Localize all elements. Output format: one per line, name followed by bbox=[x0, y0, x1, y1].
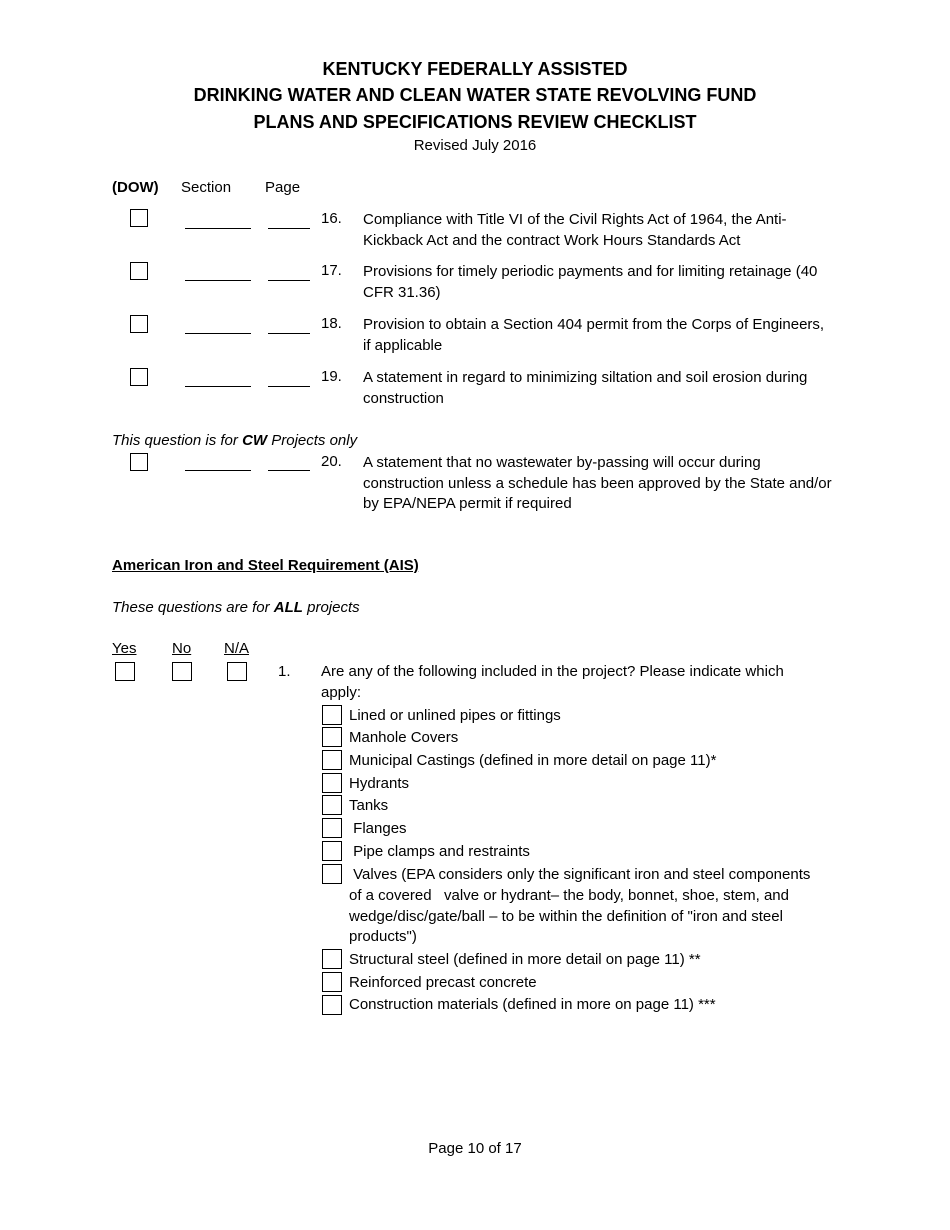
item-18-text-line-1: Provision to obtain a Section 404 permit from the Corps of Engineers, bbox=[363, 316, 825, 333]
no-header: No bbox=[172, 640, 192, 657]
option-castings-checkbox[interactable] bbox=[322, 750, 342, 770]
title-line-1: KENTUCKY FEDERALLY ASSISTED bbox=[322, 59, 628, 79]
option-manhole-checkbox[interactable] bbox=[322, 727, 342, 747]
option-precast-concrete-checkbox[interactable] bbox=[322, 972, 342, 992]
page-number: Page 10 of 17 bbox=[428, 1140, 522, 1157]
item-17-page-field[interactable] bbox=[268, 266, 310, 281]
title-line-2: DRINKING WATER AND CLEAN WATER STATE REVOLVING FUND bbox=[193, 85, 757, 105]
item-17-checkbox[interactable] bbox=[130, 262, 148, 280]
option-tanks-checkbox[interactable] bbox=[322, 795, 342, 815]
option-valves-checkbox[interactable] bbox=[322, 864, 342, 884]
option-construction-materials-checkbox[interactable] bbox=[322, 995, 342, 1015]
item-18-section-field[interactable] bbox=[185, 319, 251, 334]
item-17-number: 17. bbox=[321, 262, 342, 279]
ais-section-title: American Iron and Steel Requirement (AIS) bbox=[112, 557, 419, 574]
item-20-page-field[interactable] bbox=[268, 456, 310, 471]
item-20-section-field[interactable] bbox=[185, 456, 251, 471]
cw-projects-note: This question is for CW Projects only bbox=[112, 432, 358, 449]
item-16-page-field[interactable] bbox=[268, 214, 310, 229]
option-structural-steel-label: Structural steel (defined in more detail on page 11) ** bbox=[349, 951, 701, 968]
item-19-text-line-1: A statement in regard to minimizing siltation and soil erosion during bbox=[363, 369, 808, 386]
item-20-checkbox[interactable] bbox=[130, 453, 148, 471]
ais-q1-yes-checkbox[interactable] bbox=[115, 662, 135, 681]
item-18-checkbox[interactable] bbox=[130, 315, 148, 333]
ais-q1-no-checkbox[interactable] bbox=[172, 662, 192, 681]
option-pipe-clamps-label: Pipe clamps and restraints bbox=[349, 843, 530, 860]
item-20-text-line-3: by EPA/NEPA permit if required bbox=[363, 495, 572, 512]
item-16-text-line-1: Compliance with Title VI of the Civil Rights Act of 1964, the Anti- bbox=[363, 211, 787, 228]
option-castings-label: Municipal Castings (defined in more detail on page 11)* bbox=[349, 752, 717, 769]
item-20-text-line-2: construction unless a schedule has been approved by the State and/or bbox=[363, 475, 832, 492]
option-flanges-label: Flanges bbox=[349, 820, 407, 837]
item-16-text-line-2: Kickback Act and the contract Work Hours Standards Act bbox=[363, 232, 741, 249]
option-manhole-label: Manhole Covers bbox=[349, 729, 459, 746]
ais-q1-text-line-1: Are any of the following included in the project? Please indicate which bbox=[321, 663, 784, 680]
option-hydrants-checkbox[interactable] bbox=[322, 773, 342, 793]
item-19-page-field[interactable] bbox=[268, 372, 310, 387]
item-19-text-line-2: construction bbox=[363, 390, 444, 407]
option-pipe-clamps-checkbox[interactable] bbox=[322, 841, 342, 861]
item-17-section-field[interactable] bbox=[185, 266, 251, 281]
option-pipes-checkbox[interactable] bbox=[322, 705, 342, 725]
ais-all-projects-note: These questions are for ALL projects bbox=[112, 599, 360, 616]
option-structural-steel-checkbox[interactable] bbox=[322, 949, 342, 969]
item-16-section-field[interactable] bbox=[185, 214, 251, 229]
option-valves-label-cont-2: wedge/disc/gate/ball – to be within the definition of "iron and steel bbox=[349, 908, 783, 925]
title-line-3: PLANS AND SPECIFICATIONS REVIEW CHECKLIST bbox=[253, 112, 697, 132]
ais-q1-number: 1. bbox=[278, 663, 291, 680]
item-20-number: 20. bbox=[321, 453, 342, 470]
option-valves-label: Valves (EPA considers only the significant iron and steel components bbox=[349, 866, 811, 883]
item-19-checkbox[interactable] bbox=[130, 368, 148, 386]
item-18-text-line-2: if applicable bbox=[363, 337, 443, 354]
item-18-number: 18. bbox=[321, 315, 342, 332]
item-17-text-line-2: CFR 31.36) bbox=[363, 284, 441, 301]
option-tanks-label: Tanks bbox=[349, 797, 389, 814]
option-pipes-label: Lined or unlined pipes or fittings bbox=[349, 707, 561, 724]
item-20-text-line-1: A statement that no wastewater by-passing will occur during bbox=[363, 454, 761, 471]
item-16-number: 16. bbox=[321, 210, 342, 227]
item-18-page-field[interactable] bbox=[268, 319, 310, 334]
item-19-section-field[interactable] bbox=[185, 372, 251, 387]
column-header-dow: (DOW) bbox=[112, 179, 159, 196]
revised-date: Revised July 2016 bbox=[413, 137, 537, 154]
ais-q1-text-line-2: apply: bbox=[321, 684, 362, 701]
option-hydrants-label: Hydrants bbox=[349, 775, 410, 792]
item-16-checkbox[interactable] bbox=[130, 209, 148, 227]
item-19-number: 19. bbox=[321, 368, 342, 385]
option-construction-materials-label: Construction materials (defined in more on page 11) *** bbox=[349, 996, 716, 1013]
option-flanges-checkbox[interactable] bbox=[322, 818, 342, 838]
na-header: N/A bbox=[224, 640, 250, 657]
column-header-section: Section bbox=[181, 179, 232, 196]
yes-header: Yes bbox=[112, 640, 137, 657]
column-header-page: Page bbox=[265, 179, 301, 196]
option-valves-label-cont-1: of a covered valve or hydrant– the body, bonnet, shoe, stem, and bbox=[349, 887, 789, 904]
item-17-text-line-1: Provisions for timely periodic payments and for limiting retainage (40 bbox=[363, 263, 818, 280]
option-precast-concrete-label: Reinforced precast concrete bbox=[349, 974, 537, 991]
ais-q1-na-checkbox[interactable] bbox=[227, 662, 247, 681]
option-valves-label-cont-3: products") bbox=[349, 928, 417, 945]
